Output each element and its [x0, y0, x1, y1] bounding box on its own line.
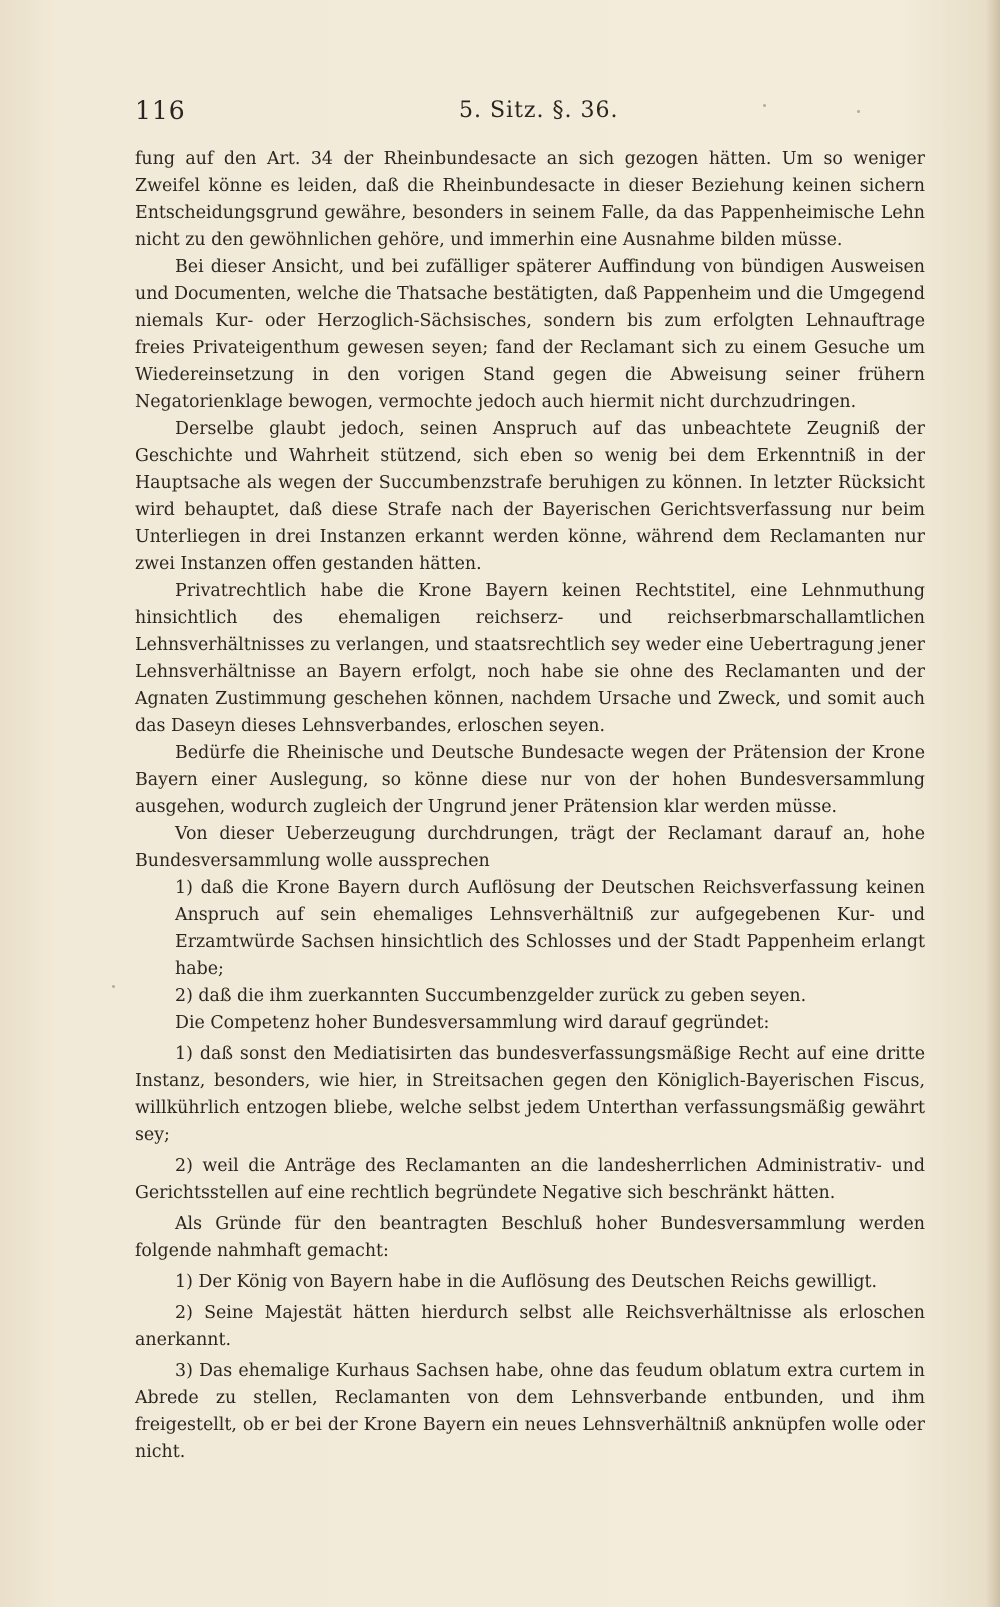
list-item: 1) daß sonst den Mediatisirten das bundesverfassungsmäßige Recht auf eine dritte Instanz, besonders, wie hier, in Streitsachen gegen den Königlich-Bayerischen Fiscus, willkührlich entzogen bliebe, welche selbst jedem Unterthan verfassungsmäßig gewährt sey; — [135, 1044, 925, 1145]
paragraph: Die Competenz hoher Bundesversammlung wird darauf gegründet: — [175, 1013, 770, 1033]
running-head: 5. Sitz. §. 36. — [459, 98, 619, 123]
paragraph: fung auf den Art. 34 der Rheinbundesacte an sich gezogen hätten. Um so weniger Zweifel könne es leiden, daß die Rheinbundesacte in dieser Beziehung keinen sichern Entscheidungsgrund gewähre, besonders in seinem Falle, da das Pappenheimische Lehn nicht zu den gewöhnlichen gehöre, und immerhin eine Ausnahme bilden müsse. — [135, 149, 925, 250]
paragraph: Als Gründe für den beantragten Beschluß hoher Bundesversammlung werden folgende nahmhaft gemacht: — [135, 1214, 925, 1261]
list-item: 2) daß die ihm zuerkannten Succumbenzgelder zurück zu geben seyen. — [175, 986, 807, 1006]
list-item: 1) Der König von Bayern habe in die Auflösung des Deutschen Reichs gewilligt. — [175, 1272, 878, 1292]
page-edge-shadow — [986, 0, 1000, 1607]
paragraph: Derselbe glaubt jedoch, seinen Anspruch auf das unbeachtete Zeugniß der Geschichte und Wahrheit stützend, sich eben so wenig bei dem Erkenntniß in der Hauptsache als wegen der Succumbenzstrafe beruhigen zu können. In letzter Rücksicht wird behauptet, daß diese Strafe nach der Bayerischen Gerichtsverfassung nur beim Unterliegen in drei Instanzen erkannt werden könne, während dem Reclamanten nur zwei Instanzen offen gestanden hätten. — [135, 419, 925, 574]
paragraph: Privatrechtlich habe die Krone Bayern keinen Rechtstitel, eine Lehnmuthung hinsichtlich des ehemaligen reichserz- und reichserbmarschallamtlichen Lehnsverhältnisses zu verlangen, und staatsrechtlich sey weder eine Uebertragung jener Lehnsverhältnisse an Bayern erfolgt, noch habe sie ohne des Reclamanten und der Agnaten Zustimmung geschehen können, nachdem Ursache und Zweck, und somit auch das Daseyn dieses Lehnsverbandes, erloschen seyen. — [135, 581, 925, 736]
paragraph: Bei dieser Ansicht, und bei zufälliger späterer Auffindung von bündigen Ausweisen und Documenten, welche die Thatsache bestätigten, daß Pappenheim und die Umgegend niemals Kur- oder Herzoglich-Sächsisches, sondern bis zum erfolgten Lehnauftrage freies Privateigenthum gewesen seyen; fand der Reclamant sich zu einem Gesuche um Wiedereinsetzung in den vorigen Stand gegen die Abweisung seiner frühern Negatorienklage bewogen, vermochte jedoch auch hiermit nicht durchzudringen. — [135, 257, 925, 412]
list-item: 1) daß die Krone Bayern durch Auflösung der Deutschen Reichsverfassung keinen Anspruch auf sein ehemaliges Lehnsverhältniß zur aufgegebenen Kur- und Erzamtwürde Sachsen hinsichtlich des Schlosses und der Stadt Pappenheim erlangt habe; — [175, 878, 925, 979]
paper-speck — [112, 985, 115, 988]
list-item: 2) Seine Majestät hätten hierdurch selbst alle Reichsverhältnisse als erloschen anerkannt. — [135, 1303, 925, 1350]
list-item: 2) weil die Anträge des Reclamanten an die landesherrlichen Administrativ- und Gerichtsstellen auf eine rechtlich begründete Negative sich beschränkt hätten. — [135, 1156, 925, 1203]
page-header — [135, 96, 925, 130]
list-item: 3) Das ehemalige Kurhaus Sachsen habe, ohne das feudum oblatum extra curtem in Abrede zu stellen, Reclamanten von dem Lehnsverbande entbunden, und ihm freigestellt, ob er bei der Krone Bayern ein neues Lehnsverhältniß anknüpfen wolle oder nicht. — [135, 1361, 925, 1462]
page-number: 116 — [135, 96, 186, 125]
body-text — [135, 146, 925, 1466]
paper-speck — [763, 104, 766, 107]
paragraph: Bedürfe die Rheinische und Deutsche Bundesacte wegen der Prätension der Krone Bayern einer Auslegung, so könne diese nur von der hohen Bundesversammlung ausgehen, wodurch zugleich der Ungrund jener Prätension klar werden müsse. — [135, 743, 925, 817]
paragraph: Von dieser Ueberzeugung durchdrungen, trägt der Reclamant darauf an, hohe Bundesversammlung wolle aussprechen — [135, 824, 925, 871]
paper-speck — [857, 110, 860, 113]
